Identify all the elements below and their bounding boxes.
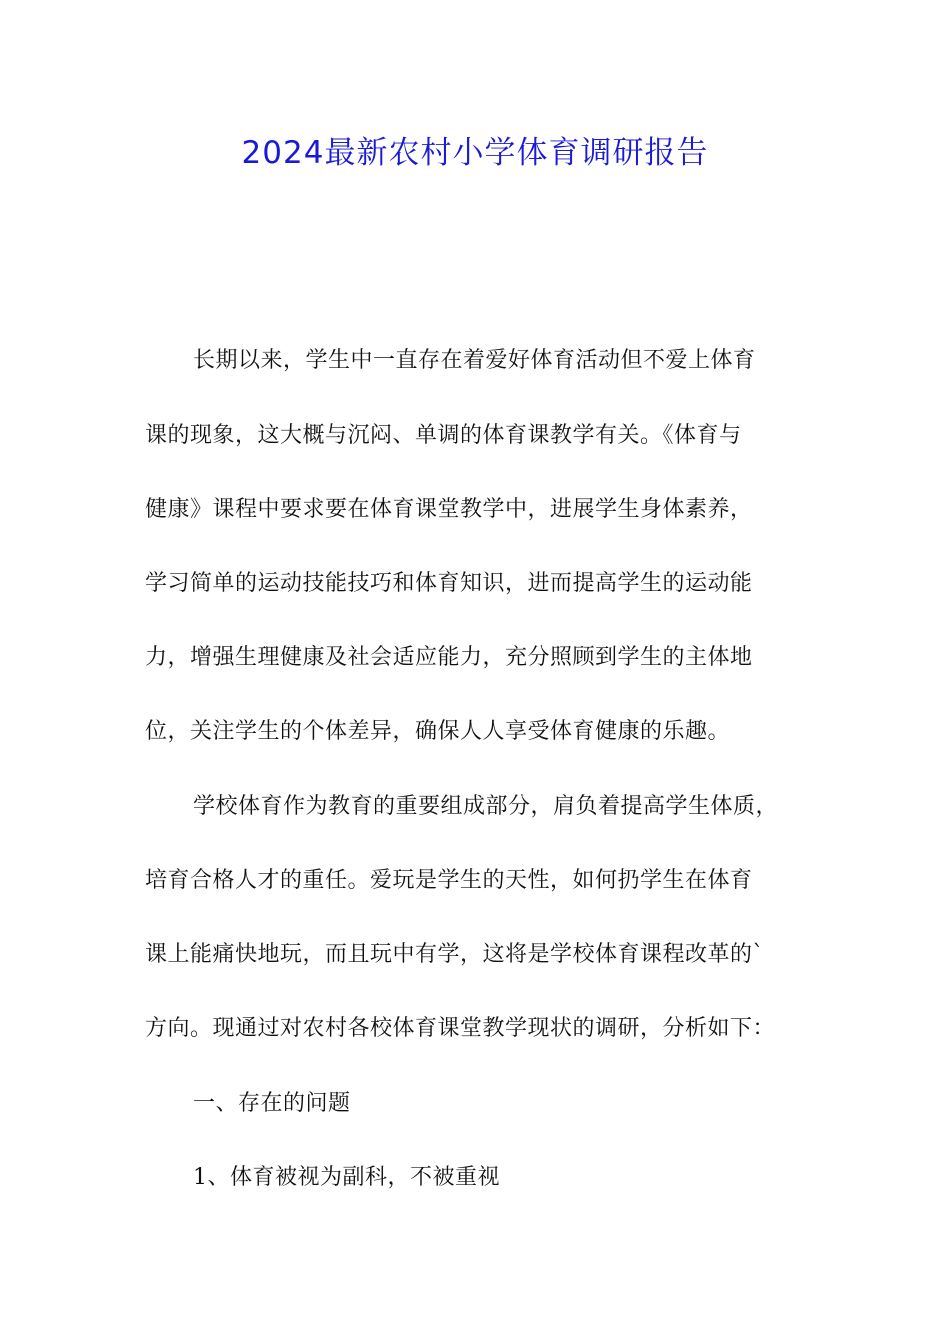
paragraph-line: 培育合格人才的重任。爱玩是学生的天性，如何扔学生在体育 <box>145 868 753 893</box>
paragraph-line: 健康》课程中要求要在体育课堂教学中，进展学生身体素养， <box>145 497 753 522</box>
paragraph-line: 学习简单的运动技能技巧和体育知识，进而提高学生的运动能 <box>145 571 753 596</box>
paragraph-line: 力，增强生理健康及社会适应能力，充分照顾到学生的主体地 <box>145 645 753 670</box>
paragraph-line: 方向。现通过对农村各校体育课堂教学现状的调研，分析如下： <box>145 1016 776 1041</box>
paragraph-line: 课的现象，这大概与沉闷、单调的体育课教学有关。《体育与 <box>145 423 742 448</box>
subsection-heading: 1、体育被视为副科，不被重视 <box>193 1165 500 1190</box>
paragraph-line: 课上能痛快地玩，而且玩中有学，这将是学校体育课程改革的` <box>145 942 765 967</box>
paragraph-line: 位，关注学生的个体差异，确保人人享受体育健康的乐趣。 <box>145 719 731 744</box>
paragraph-line: 长期以来，学生中一直存在着爱好体育活动但不爱上体育 <box>193 348 756 373</box>
paragraph-line: 学校体育作为教育的重要组成部分，肩负着提高学生体质， <box>193 794 779 819</box>
document-title: 2024最新农村小学体育调研报告 <box>241 135 709 171</box>
section-heading: 一、存在的问题 <box>193 1091 351 1116</box>
